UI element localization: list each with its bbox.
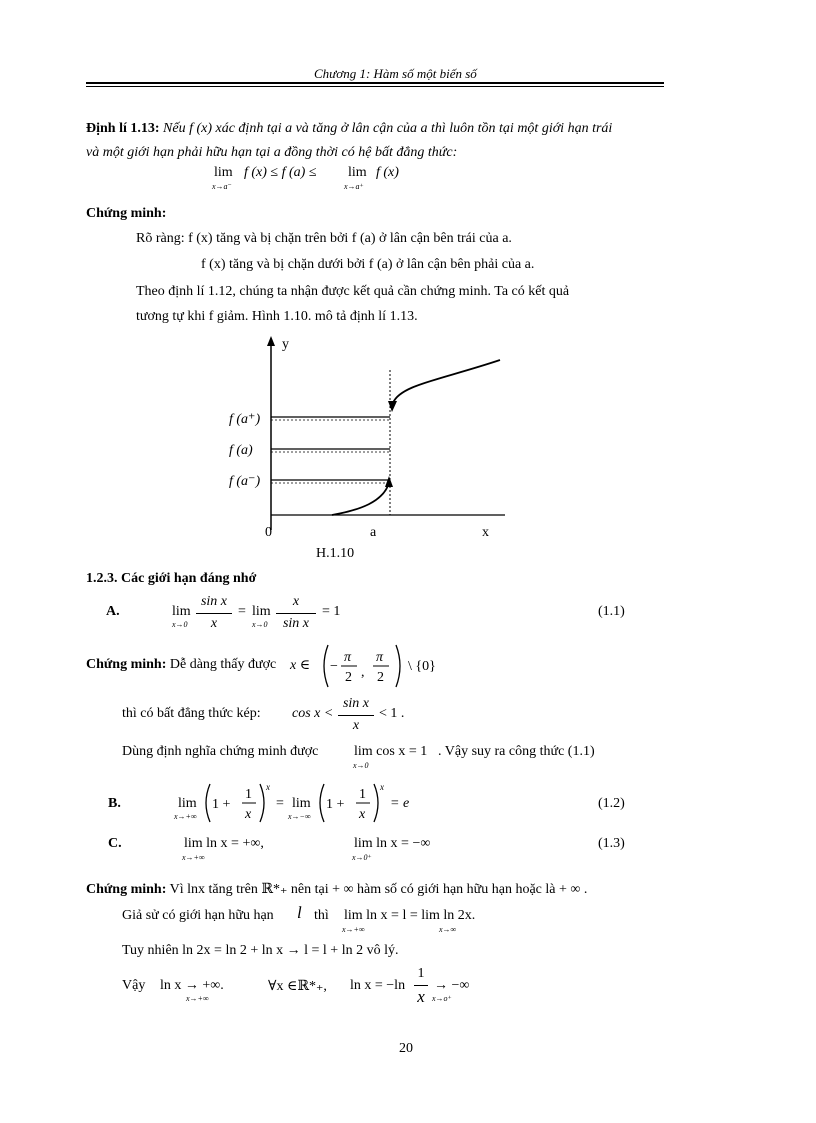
proof3-line4-f2: ∀x ∈ℝ*₊, [268, 979, 327, 994]
proof2-set-lhs: x ∈ [290, 658, 311, 673]
formula-b-rparen-1 [260, 784, 264, 822]
formula-b-lparen-1 [206, 784, 210, 822]
f-a-minus-label: f (a⁻) [229, 474, 261, 489]
formula-a-lim-2: lim [252, 604, 271, 619]
theorem-lim-left: lim [214, 165, 233, 180]
formula-c-part2: lim ln x = −∞ [354, 836, 431, 851]
interval-pi-2: π [376, 650, 384, 665]
proof3-line2-sub1: x→+∞ [342, 925, 365, 934]
proof2-line3-prefix: Dùng định nghĩa chứng minh được [122, 744, 319, 759]
formula-c-part1: lim ln x = +∞, [184, 836, 264, 851]
formula-b-exp-2: x [380, 782, 384, 792]
curve-left-branch [332, 483, 389, 515]
section-title: 1.2.3. Các giới hạn đáng nhớ [86, 571, 257, 586]
formula-b-oneplus-2: 1 + [326, 797, 345, 812]
proof3-line4-den: x [417, 987, 425, 1006]
formula-a-sub-1: x→0 [172, 620, 188, 629]
formula-a-num-1: sin x [200, 594, 228, 609]
proof3-text-1: Vì lnx tăng trên ℝ*₊ nên tại + ∞ hàm số có giới hạn hữu hạn hoặc là + ∞ . [169, 882, 588, 897]
formula-a-fracline-1 [196, 613, 232, 614]
interval-two-1: 2 [345, 670, 352, 685]
proof1-line-4: tương tự khi f giảm. Hình 1.10. mô tả định lí 1.13. [136, 309, 418, 324]
formula-b-den-2: x [359, 807, 366, 822]
curve-right-branch [393, 360, 500, 403]
figure-caption: H.1.10 [316, 546, 355, 561]
proof3-line2-prefix: Giả sử có giới hạn hữu hạn [122, 908, 274, 923]
formula-a-label: A. [106, 604, 120, 619]
proof2-ineq-rhs: < 1 . [379, 706, 405, 721]
interval-pi-1: π [344, 650, 352, 665]
curve-right-arrow-icon [388, 401, 397, 412]
formula-c-label: C. [108, 836, 122, 851]
interval-left-paren [324, 645, 328, 687]
formula-b-label: B. [108, 796, 121, 811]
formula-c-sub2: x→0⁺ [352, 853, 372, 862]
f-a-plus-label: f (a⁺) [229, 412, 261, 427]
proof2-interval [318, 641, 438, 691]
formula-a-fracline-2 [276, 613, 316, 614]
formula-a-den-1: x [210, 616, 218, 631]
x-axis-label: x [482, 525, 489, 540]
proof2-line3-suffix: . Vậy suy ra công thức (1.1) [438, 744, 595, 759]
formula-a-sub-2: x→0 [252, 620, 268, 629]
proof3-line4-num: 1 [417, 966, 425, 981]
formula-b-paren-1 [202, 780, 272, 826]
proof2-line3-sub: x→0 [353, 761, 369, 770]
formula-c-number: (1.3) [598, 836, 625, 851]
proof2-ineq-num: sin x [342, 696, 370, 711]
proof3-line4-fracline [414, 985, 428, 986]
proof3-line2-formula: lim ln x = l = lim ln 2x. [344, 908, 476, 923]
proof3-line2-sub2: x→∞ [439, 925, 457, 934]
figure-h110 [200, 330, 520, 545]
theorem-lim-left-sub: x→a⁻ [212, 182, 232, 191]
interval-right-paren [396, 645, 400, 687]
theorem-text-2: và một giới hạn phải hữu hạn tại a đồng thời có hệ bất đẳng thức: [86, 145, 458, 160]
formula-b-lim-1: lim [178, 796, 197, 811]
formula-a-eq-2: = 1 [322, 604, 341, 619]
proof3-label: Chứng minh: [86, 882, 167, 897]
proof1-label: Chứng minh: [86, 206, 167, 221]
interval-comma: , [361, 665, 365, 680]
proof3-line2-mid: thì [314, 908, 329, 923]
formula-b-num-1: 1 [245, 787, 252, 802]
interval-set-rest: \ {0} [408, 659, 436, 674]
formula-b-oneplus-1: 1 + [212, 797, 231, 812]
formula-b-sub-2: x→−∞ [288, 812, 311, 821]
curve-left-arrow-icon [385, 476, 393, 487]
formula-c-sub1: x→+∞ [182, 853, 205, 862]
formula-b-rparen-2 [374, 784, 378, 822]
proof2-text: Dễ dàng thấy được [169, 657, 277, 672]
proof2-ineq-fracline [338, 715, 374, 716]
formula-a-lim-1: lim [172, 604, 191, 619]
proof2-line2-prefix: thì có bất đẳng thức kép: [122, 706, 261, 721]
f-a-label: f (a) [229, 443, 253, 458]
proof1-line-1: Rõ ràng: f (x) tăng và bị chặn trên bởi f (a) ở lân cận bên trái của a. [136, 231, 512, 246]
proof3-line4-f3b: → −∞ [434, 978, 470, 993]
proof3-line4-sub1: x→+∞ [186, 994, 209, 1003]
proof2-line-1 [86, 657, 276, 673]
formula-b-rhs: = e [390, 796, 410, 811]
a-tick-label: a [370, 525, 377, 540]
formula-b-number: (1.2) [598, 796, 625, 811]
theorem-formula-body2: f (x) [376, 165, 399, 180]
proof2-ineq-den: x [352, 718, 360, 733]
interval-two-2: 2 [377, 670, 384, 685]
theorem-lim-right-sub: x→a⁺ [344, 182, 364, 191]
theorem-line-1 [86, 121, 612, 137]
proof3-line4-f1: ln x → +∞. [160, 978, 224, 993]
y-axis-label: y [282, 337, 289, 352]
header-rule-thick [86, 82, 664, 84]
proof3-line-3: Tuy nhiên ln 2x = ln 2 + ln x → l = l + ln 2 vô lý. [122, 943, 399, 958]
proof3-line4-prefix: Vậy [122, 978, 146, 993]
formula-b-lim-2: lim [292, 796, 311, 811]
formula-a-num-2: x [292, 594, 300, 609]
formula-b-lparen-2 [320, 784, 324, 822]
formula-a-number: (1.1) [598, 604, 625, 619]
chapter-header: Chương 1: Hàm số một biến số [314, 66, 477, 81]
theorem-text-1: Nếu f (x) xác định tại a và tăng ở lân cận của a thì luôn tồn tại một giới hạn trái [163, 121, 613, 136]
proof1-line-3: Theo định lí 1.12, chúng ta nhận được kết quả cần chứng minh. Ta có kết quả [136, 284, 570, 299]
y-axis-arrow-icon [267, 336, 275, 346]
page-number: 20 [399, 1041, 413, 1056]
formula-b-den-1: x [245, 807, 252, 822]
origin-label: 0 [265, 525, 272, 540]
formula-a-den-2: sin x [282, 616, 310, 631]
formula-b-sub-1: x→+∞ [174, 812, 197, 821]
formula-b-num-2: 1 [359, 787, 366, 802]
proof3-line-1 [86, 881, 587, 898]
formula-b-exp-1: x [266, 782, 270, 792]
theorem-lim-right: lim [348, 165, 367, 180]
proof1-line-2: f (x) tăng và bị chặn dưới bởi f (a) ở lân cận bên phải của a. [201, 257, 535, 272]
theorem-formula-body1: f (x) ≤ f (a) ≤ [244, 165, 317, 180]
theorem-label: Định lí 1.13: [86, 121, 160, 136]
header-rule-thin [86, 86, 664, 87]
proof2-line3-lim: lim cos x = 1 [354, 744, 428, 759]
proof3-line4-f3a: ln x = −ln [350, 978, 406, 993]
proof2-label: Chứng minh: [86, 657, 167, 672]
formula-b-paren-2 [316, 780, 386, 826]
proof3-line4-sub2: x→o⁺ [432, 994, 452, 1003]
formula-a-eq-1: = [238, 604, 246, 619]
interval-minus: − [330, 659, 338, 674]
proof3-line2-l: l [297, 903, 302, 922]
formula-b-eq: = [276, 796, 284, 811]
proof2-cos: cos x < [292, 706, 334, 721]
